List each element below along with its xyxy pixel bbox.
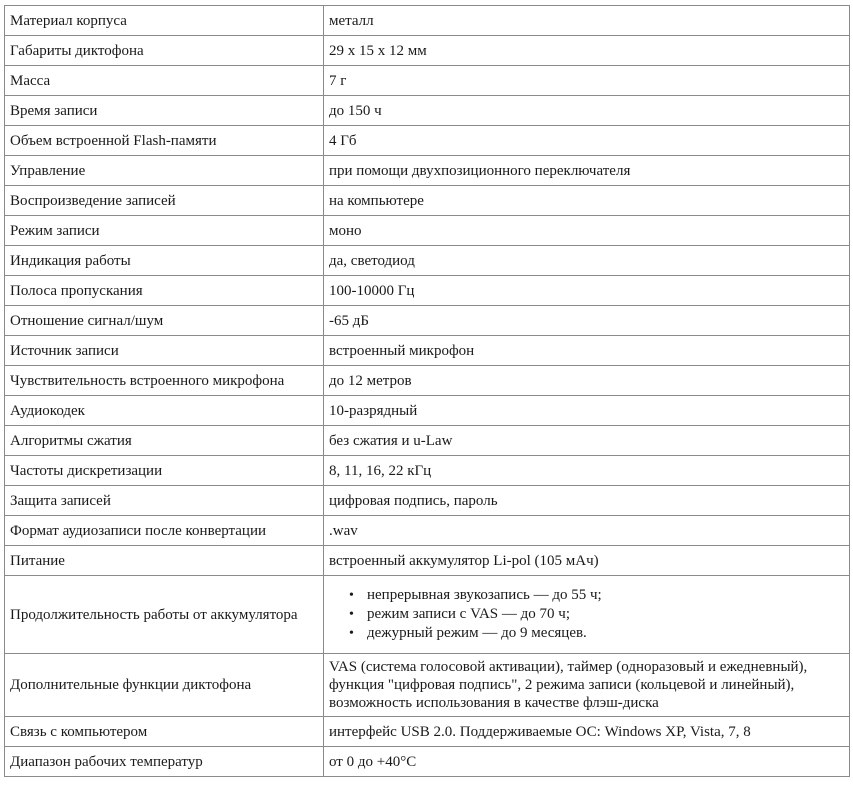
spec-value: до 150 ч: [324, 96, 850, 126]
spec-label: Управление: [5, 156, 324, 186]
spec-value: 100-10000 Гц: [324, 276, 850, 306]
spec-row: [5, 516, 850, 546]
list-item-text: режим записи с VAS — до 70 ч;: [367, 606, 570, 622]
spec-value: 8, 11, 16, 22 кГц: [324, 456, 850, 486]
spec-label: Диапазон рабочих температур: [5, 747, 324, 777]
spec-value: 4 Гб: [324, 126, 850, 156]
spec-value-list: [324, 576, 850, 654]
spec-value: от 0 до +40°C: [324, 747, 850, 777]
list-item: [349, 624, 844, 643]
spec-value: 10-разрядный: [324, 396, 850, 426]
spec-label: Габариты диктофона: [5, 36, 324, 66]
spec-row: [5, 126, 850, 156]
spec-row: [5, 576, 850, 654]
spec-value: металл: [324, 6, 850, 36]
spec-row: [5, 186, 850, 216]
spec-label: Частоты дискретизации: [5, 456, 324, 486]
spec-row: [5, 276, 850, 306]
spec-row: [5, 6, 850, 36]
spec-label: Индикация работы: [5, 246, 324, 276]
spec-row: [5, 426, 850, 456]
spec-value: 29 x 15 x 12 мм: [324, 36, 850, 66]
spec-row: [5, 246, 850, 276]
spec-value: на компьютере: [324, 186, 850, 216]
bullet-icon: •: [349, 607, 354, 622]
spec-row: [5, 486, 850, 516]
spec-value: -65 дБ: [324, 306, 850, 336]
spec-label: Защита записей: [5, 486, 324, 516]
list-item-text: дежурный режим — до 9 месяцев.: [367, 625, 587, 641]
spec-label: Питание: [5, 546, 324, 576]
spec-value: до 12 метров: [324, 366, 850, 396]
spec-value: VAS (система голосовой активации), таймер (одноразовый и ежедневный), функция "цифровая подпись", 2 режима записи (кольцевой и линейный), возможность использования в качестве флэш-диска: [324, 654, 850, 717]
spec-label: Режим записи: [5, 216, 324, 246]
list-item: [349, 605, 844, 624]
specs-table: [4, 5, 850, 777]
spec-label: Источник записи: [5, 336, 324, 366]
spec-label: Аудиокодек: [5, 396, 324, 426]
spec-value: встроенный аккумулятор Li-pol (105 мАч): [324, 546, 850, 576]
spec-value: моно: [324, 216, 850, 246]
spec-label: Алгоритмы сжатия: [5, 426, 324, 456]
spec-value: да, светодиод: [324, 246, 850, 276]
spec-label: Воспроизведение записей: [5, 186, 324, 216]
spec-row: [5, 456, 850, 486]
spec-value: интерфейс USB 2.0. Поддерживаемые ОС: Windows XP, Vista, 7, 8: [324, 717, 850, 747]
spec-value: .wav: [324, 516, 850, 546]
spec-value: без сжатия и u-Law: [324, 426, 850, 456]
spec-row: [5, 216, 850, 246]
spec-row: [5, 156, 850, 186]
spec-row: [5, 546, 850, 576]
spec-row: [5, 336, 850, 366]
spec-value: при помощи двухпозиционного переключателя: [324, 156, 850, 186]
spec-label: Полоса пропускания: [5, 276, 324, 306]
spec-row: [5, 36, 850, 66]
spec-row: [5, 306, 850, 336]
spec-label: Формат аудиозаписи после конвертации: [5, 516, 324, 546]
specs-table-body: [5, 6, 850, 777]
list-item: [349, 586, 844, 605]
spec-label: Объем встроенной Flash-памяти: [5, 126, 324, 156]
spec-row: [5, 717, 850, 747]
spec-value: 7 г: [324, 66, 850, 96]
list-item-text: непрерывная звукозапись — до 55 ч;: [367, 587, 602, 603]
spec-label: Масса: [5, 66, 324, 96]
spec-label: Отношение сигнал/шум: [5, 306, 324, 336]
spec-label: Материал корпуса: [5, 6, 324, 36]
spec-label: Связь с компьютером: [5, 717, 324, 747]
bullet-icon: •: [349, 588, 354, 603]
spec-value: встроенный микрофон: [324, 336, 850, 366]
spec-bullet-list: [329, 586, 844, 643]
spec-row: [5, 366, 850, 396]
spec-label: Чувствительность встроенного микрофона: [5, 366, 324, 396]
spec-row: [5, 66, 850, 96]
spec-row: [5, 96, 850, 126]
spec-value: цифровая подпись, пароль: [324, 486, 850, 516]
spec-row: [5, 396, 850, 426]
spec-row: [5, 747, 850, 777]
spec-row: [5, 654, 850, 717]
spec-label: Время записи: [5, 96, 324, 126]
spec-label: Дополнительные функции диктофона: [5, 654, 324, 717]
bullet-icon: •: [349, 626, 354, 641]
spec-label: Продолжительность работы от аккумулятора: [5, 576, 324, 654]
